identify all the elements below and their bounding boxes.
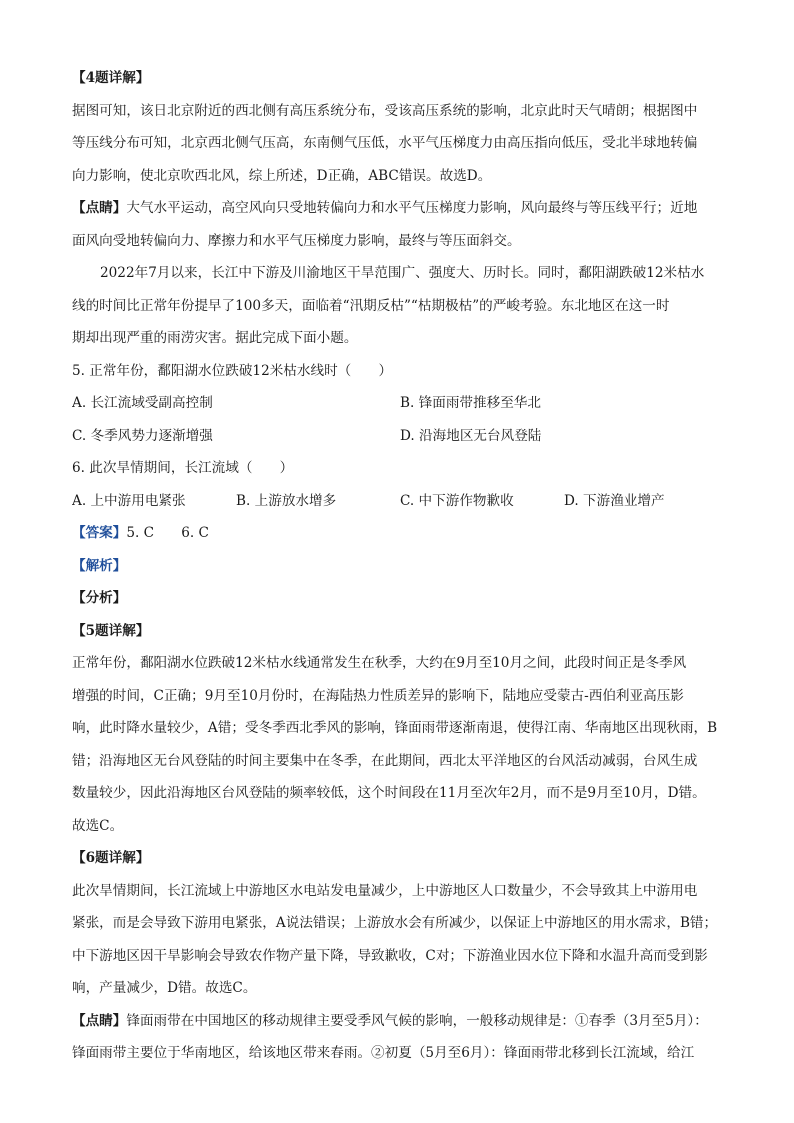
- tip-paragraph: [72, 192, 728, 225]
- option-b: B. 上游放水增多: [236, 492, 337, 509]
- option-c: C. 冬季风势力逐渐增强: [72, 427, 213, 444]
- option-a: A. 上中游用电紧张: [72, 492, 186, 509]
- passage-line: 2022年7月以来，长江中下游及川渝地区干旱范围广、强度大、历时长。同时，鄱阳湖跌破12米枯水: [100, 265, 705, 281]
- tip-text-line: 面风向受地转偏向力、摩擦力和水平气压梯度力影响，最终与等压面斜交。: [72, 232, 521, 249]
- document-page: [72, 62, 728, 1070]
- fenxi-label: 【分析】: [72, 590, 127, 606]
- question-5-options-row: [72, 387, 728, 420]
- question-6-stem: 6. 此次旱情期间，长江流域（ ）: [72, 460, 294, 476]
- q5-detail-line: 响，此时降水量较少，A错；受冬季西北季风的影响，锋面雨带逐渐南退，使得江南、华南地区出现秋雨，B: [72, 720, 718, 736]
- question-5-options-row: [72, 420, 728, 453]
- q4-detail-line: 向力影响，使北京吹西北风，综上所述，D正确，ABC错误。故选D。: [72, 167, 492, 184]
- answer-text: 5. C 6. C: [126, 525, 209, 541]
- tip-label: 【点睛】: [72, 200, 127, 216]
- option-b: B. 锋面雨带推移至华北: [400, 395, 541, 411]
- q4-detail-line: 据图可知，该日北京附近的西北侧有高压系统分布，受该高压系统的影响，北京此时天气晴朗；根据图中: [72, 102, 698, 119]
- q4-detail-heading: 【4题详解】: [72, 70, 150, 86]
- passage-line: 期却出现严重的雨涝灾害。据此完成下面小题。: [72, 330, 358, 346]
- answer-line: [72, 517, 728, 550]
- q6-detail-line: 中下游地区因干旱影响会导致农作物产量下降，导致歉收，C对；下游渔业因水位下降和水温升高而受到影: [72, 947, 708, 964]
- tip-text: 大气水平运动，高空风向只受地转偏向力和水平气压梯度力影响，风向最终与等压线平行；近地: [126, 200, 698, 216]
- question-6-options-row: [72, 485, 728, 518]
- option-d: D. 沿海地区无台风登陆: [400, 427, 542, 444]
- tip-text: 锋面雨带在中国地区的移动规律主要受季风气候的影响，一般移动规律是：①春季（3月至5月）：: [126, 1012, 708, 1029]
- q5-detail-line: 数量较少，因此沿海地区台风登陆的频率较低，这个时间段在11月至次年2月，而不是9月至10月，D错。: [72, 785, 706, 801]
- option-d: D. 下游渔业增产: [564, 492, 665, 509]
- q6-detail-heading: 【6题详解】: [72, 850, 150, 866]
- q6-detail-line: 紧张，而是会导致下游用电紧张，A说法错误；上游放水会有所减少，以保证上中游地区的用水需求，B错；: [72, 915, 718, 931]
- q4-detail-line: 等压线分布可知，北京西北侧气压高，东南侧气压低，水平气压梯度力由高压指向低压，受北半球地转偏: [72, 135, 698, 151]
- q6-detail-line: 此次旱情期间，长江流域上中游地区水电站发电量减少，上中游地区人口数量少，不会导致其上中游用电: [72, 882, 698, 899]
- option-a: A. 长江流域受副高控制: [72, 395, 213, 411]
- q5-detail-line: 正常年份，鄱阳湖水位跌破12米枯水线通常发生在秋季，大约在9月至10月之间，此段时间正是冬季风: [72, 655, 687, 671]
- analysis-label: 【解析】: [72, 557, 127, 574]
- question-5-stem: 5. 正常年份，鄱阳湖水位跌破12米枯水线时（ ）: [72, 362, 393, 379]
- q5-detail-line: 错；沿海地区无台风登陆的时间主要集中在冬季，在此期间，西北太平洋地区的台风活动减弱，台风生成: [72, 752, 698, 769]
- q5-detail-line: 故选C。: [72, 817, 124, 834]
- q5-detail-line: 增强的时间，C正确；9月至10月份时，在海陆热力性质差异的影响下，陆地应受蒙古-西伯利亚高压影: [72, 687, 684, 704]
- tip-paragraph: [72, 1005, 728, 1038]
- passage-line: 线的时间比正常年份提早了100多天，面临着“汛期反枯”“枯期极枯”的严峻考验。东北地区在这一时: [72, 297, 670, 314]
- answer-label: 【答案】: [72, 525, 127, 541]
- tip-label: 【点睛】: [72, 1012, 127, 1029]
- option-c: C. 中下游作物歉收: [400, 492, 514, 509]
- q6-detail-line: 响，产量减少，D错。故选C。: [72, 980, 257, 996]
- q5-detail-heading: 【5题详解】: [72, 622, 150, 639]
- tip-text-line: 锋面雨带主要位于华南地区，给该地区带来春雨。②初夏（5月至6月）：锋面雨带北移到长江流域，给江: [72, 1045, 695, 1061]
